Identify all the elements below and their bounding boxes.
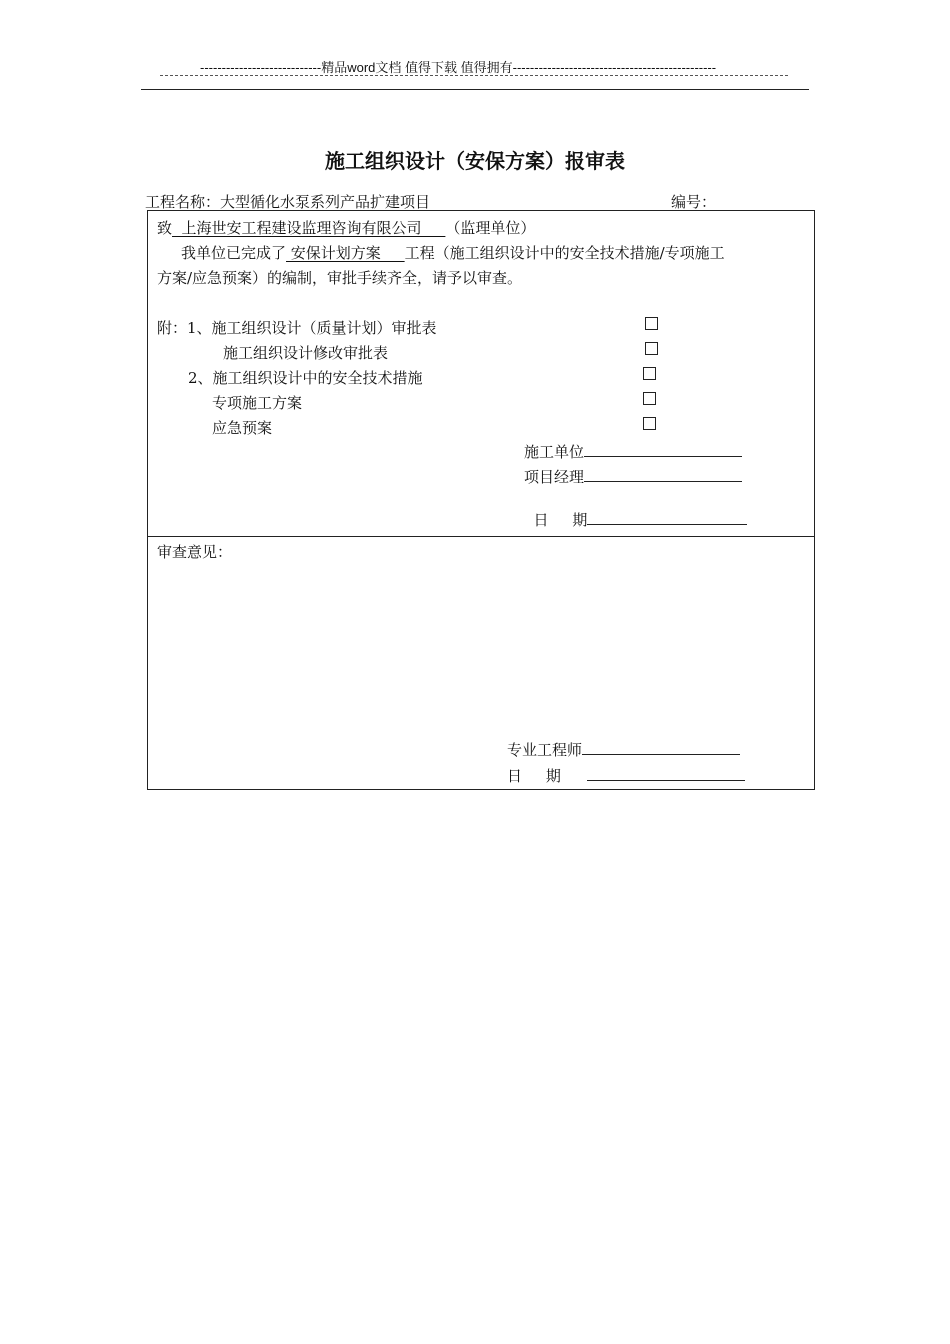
body-line-1 [181, 242, 725, 263]
header-rule [141, 89, 809, 90]
attachment-2: 2、施工组织设计中的安全技术措施 [188, 369, 423, 387]
attachment-2c: 应急预案 [212, 419, 273, 437]
sign-manager-field[interactable] [584, 467, 742, 482]
sign-date-2 [507, 765, 745, 786]
attachment-1: 附：1、施工组织设计（质量计划）审批表 [157, 319, 437, 337]
checkbox-emergency-plan[interactable] [643, 417, 656, 430]
sign-engineer-label: 专业工程师 [507, 741, 583, 759]
body-line-2: 方案/应急预案）的编制，审批手续齐全，请予以审查。 [157, 269, 523, 287]
header-dash-line [160, 75, 788, 82]
sign-unit-field[interactable] [584, 442, 742, 457]
sign-manager [524, 466, 742, 487]
project-name: 工程名称：大型循化水泵系列产品扩建项目 [145, 193, 431, 211]
supervisor-org: 上海世安工程建设监理咨询有限公司 [172, 219, 446, 237]
addressee-line [157, 217, 535, 238]
attachment-2b: 专项施工方案 [212, 394, 303, 412]
sign-engineer-field[interactable] [582, 740, 740, 755]
review-date-field[interactable] [587, 766, 745, 781]
sign-date-label: 日 期 [533, 511, 588, 529]
checkbox-safety-measures[interactable] [643, 367, 656, 380]
body-prefix: 我单位已完成了 [181, 244, 287, 262]
review-opinion-label: 审查意见： [157, 543, 233, 561]
checkbox-quality-plan[interactable] [645, 317, 658, 330]
checkbox-revision-form[interactable] [645, 342, 658, 355]
page-header: ----------------------------精品word文档 值得下载 值得拥有----------------------------------------------- [200, 60, 717, 75]
sign-date-1 [524, 491, 747, 530]
plan-name: 安保计划方案 [286, 244, 405, 262]
page-title: 施工组织设计（安保方案）报审表 [325, 149, 625, 173]
to-prefix: 致 [157, 219, 173, 237]
to-suffix: （监理单位） [445, 219, 536, 237]
review-date-label: 日 期 [507, 767, 561, 785]
sign-unit-label: 施工单位 [524, 443, 585, 461]
sign-unit [524, 441, 742, 462]
sign-manager-label: 项目经理 [524, 468, 585, 486]
number-label: 编号： [671, 193, 717, 211]
sign-engineer [507, 739, 740, 760]
body-suffix: 工程（施工组织设计中的安全技术措施/专项施工 [404, 244, 725, 262]
attachment-1b: 施工组织设计修改审批表 [223, 344, 389, 362]
checkbox-special-plan[interactable] [643, 392, 656, 405]
sign-date-field[interactable] [587, 510, 747, 525]
